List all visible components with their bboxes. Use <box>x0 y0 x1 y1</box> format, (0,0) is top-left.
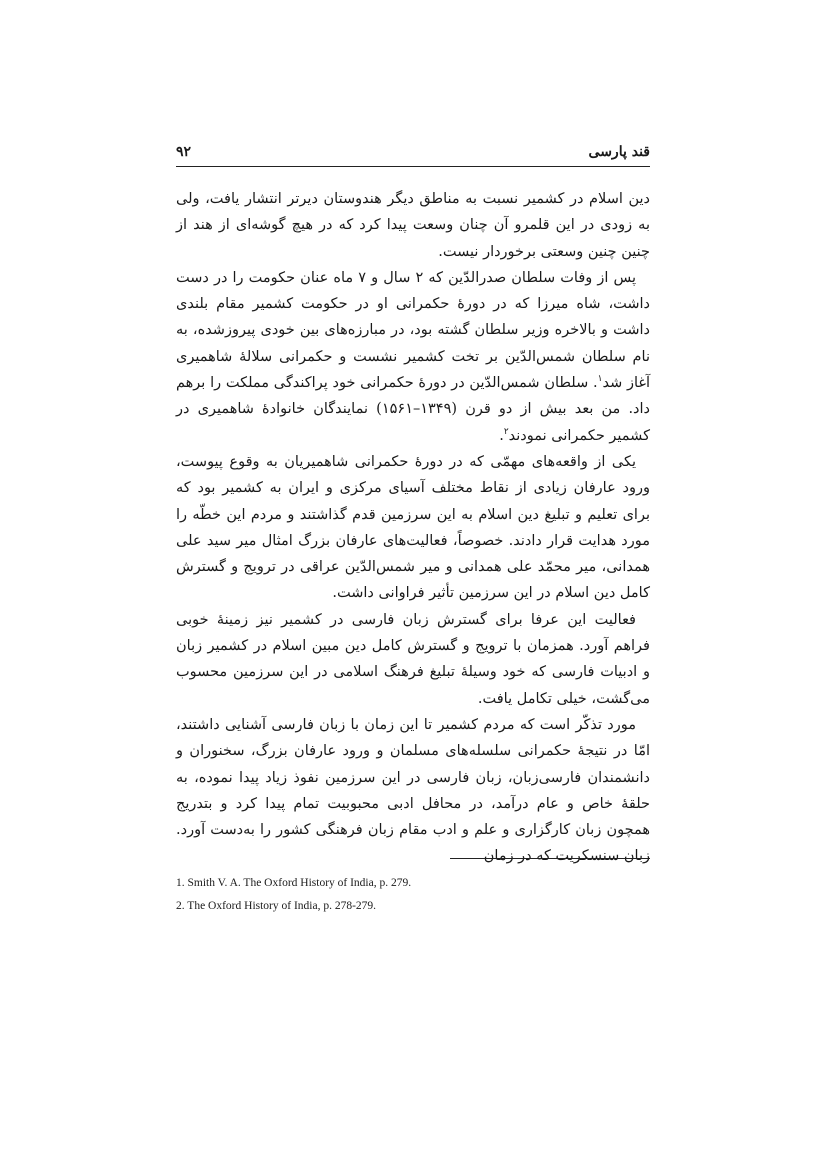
paragraph: یکی از واقعه‌های مهمّی که در دورهٔ حکمرانی شاهمیریان به وقوع پیوست، ورود عارفان زیادی از نقاط مختلف آسیای مرکزی و ایران به کشمیر بود که برای تعلیم و تبلیغ دین اسلام به این سرزمین قدم گذاشتند و مردم این خطّه را مورد هدایت قرار دادند. خصوصاً، فعالیت‌های عارفان بزرگ امثال میر سید علی همدانی، میر محمّد علی همدانی و میر شمس‌الدّین عراقی در ترویج و گسترش کامل دین اسلام در این سرزمین تأثیر فراوانی داشت. <box>176 453 650 602</box>
footnote-marker: ۲ <box>503 426 509 437</box>
paragraph-text: پس از وفات سلطان صدرالدّین که ۲ سال و ۷ ماه عنان حکومت را در دست داشت، شاه میرزا که در دورهٔ حکمرانی او در حکومت کشمیر مقام بلندی داشت و بالاخره وزیر سلطان گشته بود، در مبارزه‌های بین خودی پیروزشده، به نام سلطان شمس‌الدّین بر تخت کشمیر نشست و حکمرانی سلالهٔ شاهمیری آغاز شد <box>176 269 650 392</box>
book-title: قند پارسی <box>588 144 650 160</box>
footnote: 2. The Oxford History of India, p. 278-279. <box>176 900 377 912</box>
running-header <box>176 144 650 167</box>
footnote: 1. Smith V. A. The Oxford History of India, p. 279. <box>176 877 412 889</box>
paragraph: دین اسلام در کشمیر نسبت به مناطق دیگر هندوستان دیرتر انتشار یافت، ولی به زودی در این قلمرو آن چنان وسعت پیدا کرد که در هیچ گوشه‌ای از هند از چنین چنین وسعتی برخوردار نیست. <box>176 191 650 260</box>
footnotes <box>176 872 650 918</box>
paragraph-text: . <box>499 427 504 444</box>
page-number: ۹۲ <box>176 144 192 160</box>
footnote-separator <box>450 858 650 859</box>
paragraph-text: . سلطان شمس‌الدّین در دورهٔ حکمرانی خود پراکندگی مملکت را برهم داد. من بعد بیش از دو قرن (۱۳۴۹–۱۵۶۱) نمایندگان خانوادهٔ شاهمیری در کشمیر حکمرانی نمودند <box>176 375 650 444</box>
paragraph: مورد تذکّر است که مردم کشمیر تا این زمان با زبان فارسی آشنایی داشتند، امّا در نتیجهٔ حکمرانی سلسله‌های مسلمان و ورود عارفان بزرگ، سخنوران و دانشمندان فارسی‌زبان، زبان فارسی در این سرزمین نفوذ زیاد پیدا نموده، به حلقهٔ خاص و عام درآمد، در محافل ادبی محبوبیت تمام پیدا کرد و بتدریج همچون زبان کارگزاری و علم و ادب مقام زبان فرهنگی کشور را به‌دست آورد. زبان سنسکریت که در زمان <box>176 716 650 865</box>
paragraph <box>176 265 650 449</box>
paragraph: فعالیت این عرفا برای گسترش زبان فارسی در کشمیر نیز زمینهٔ خوبی فراهم آورد. همزمان با ترویج و گسترش کامل دین مبین اسلام در کشمیر زبان و ادبیات فارسی که خود وسیلهٔ تبلیغ فرهنگ اسلامی در این سرزمین محسوب می‌گشت، خیلی تکامل یافت. <box>176 611 650 707</box>
body-text <box>176 186 650 870</box>
footnote-marker: ۱ <box>597 374 603 385</box>
